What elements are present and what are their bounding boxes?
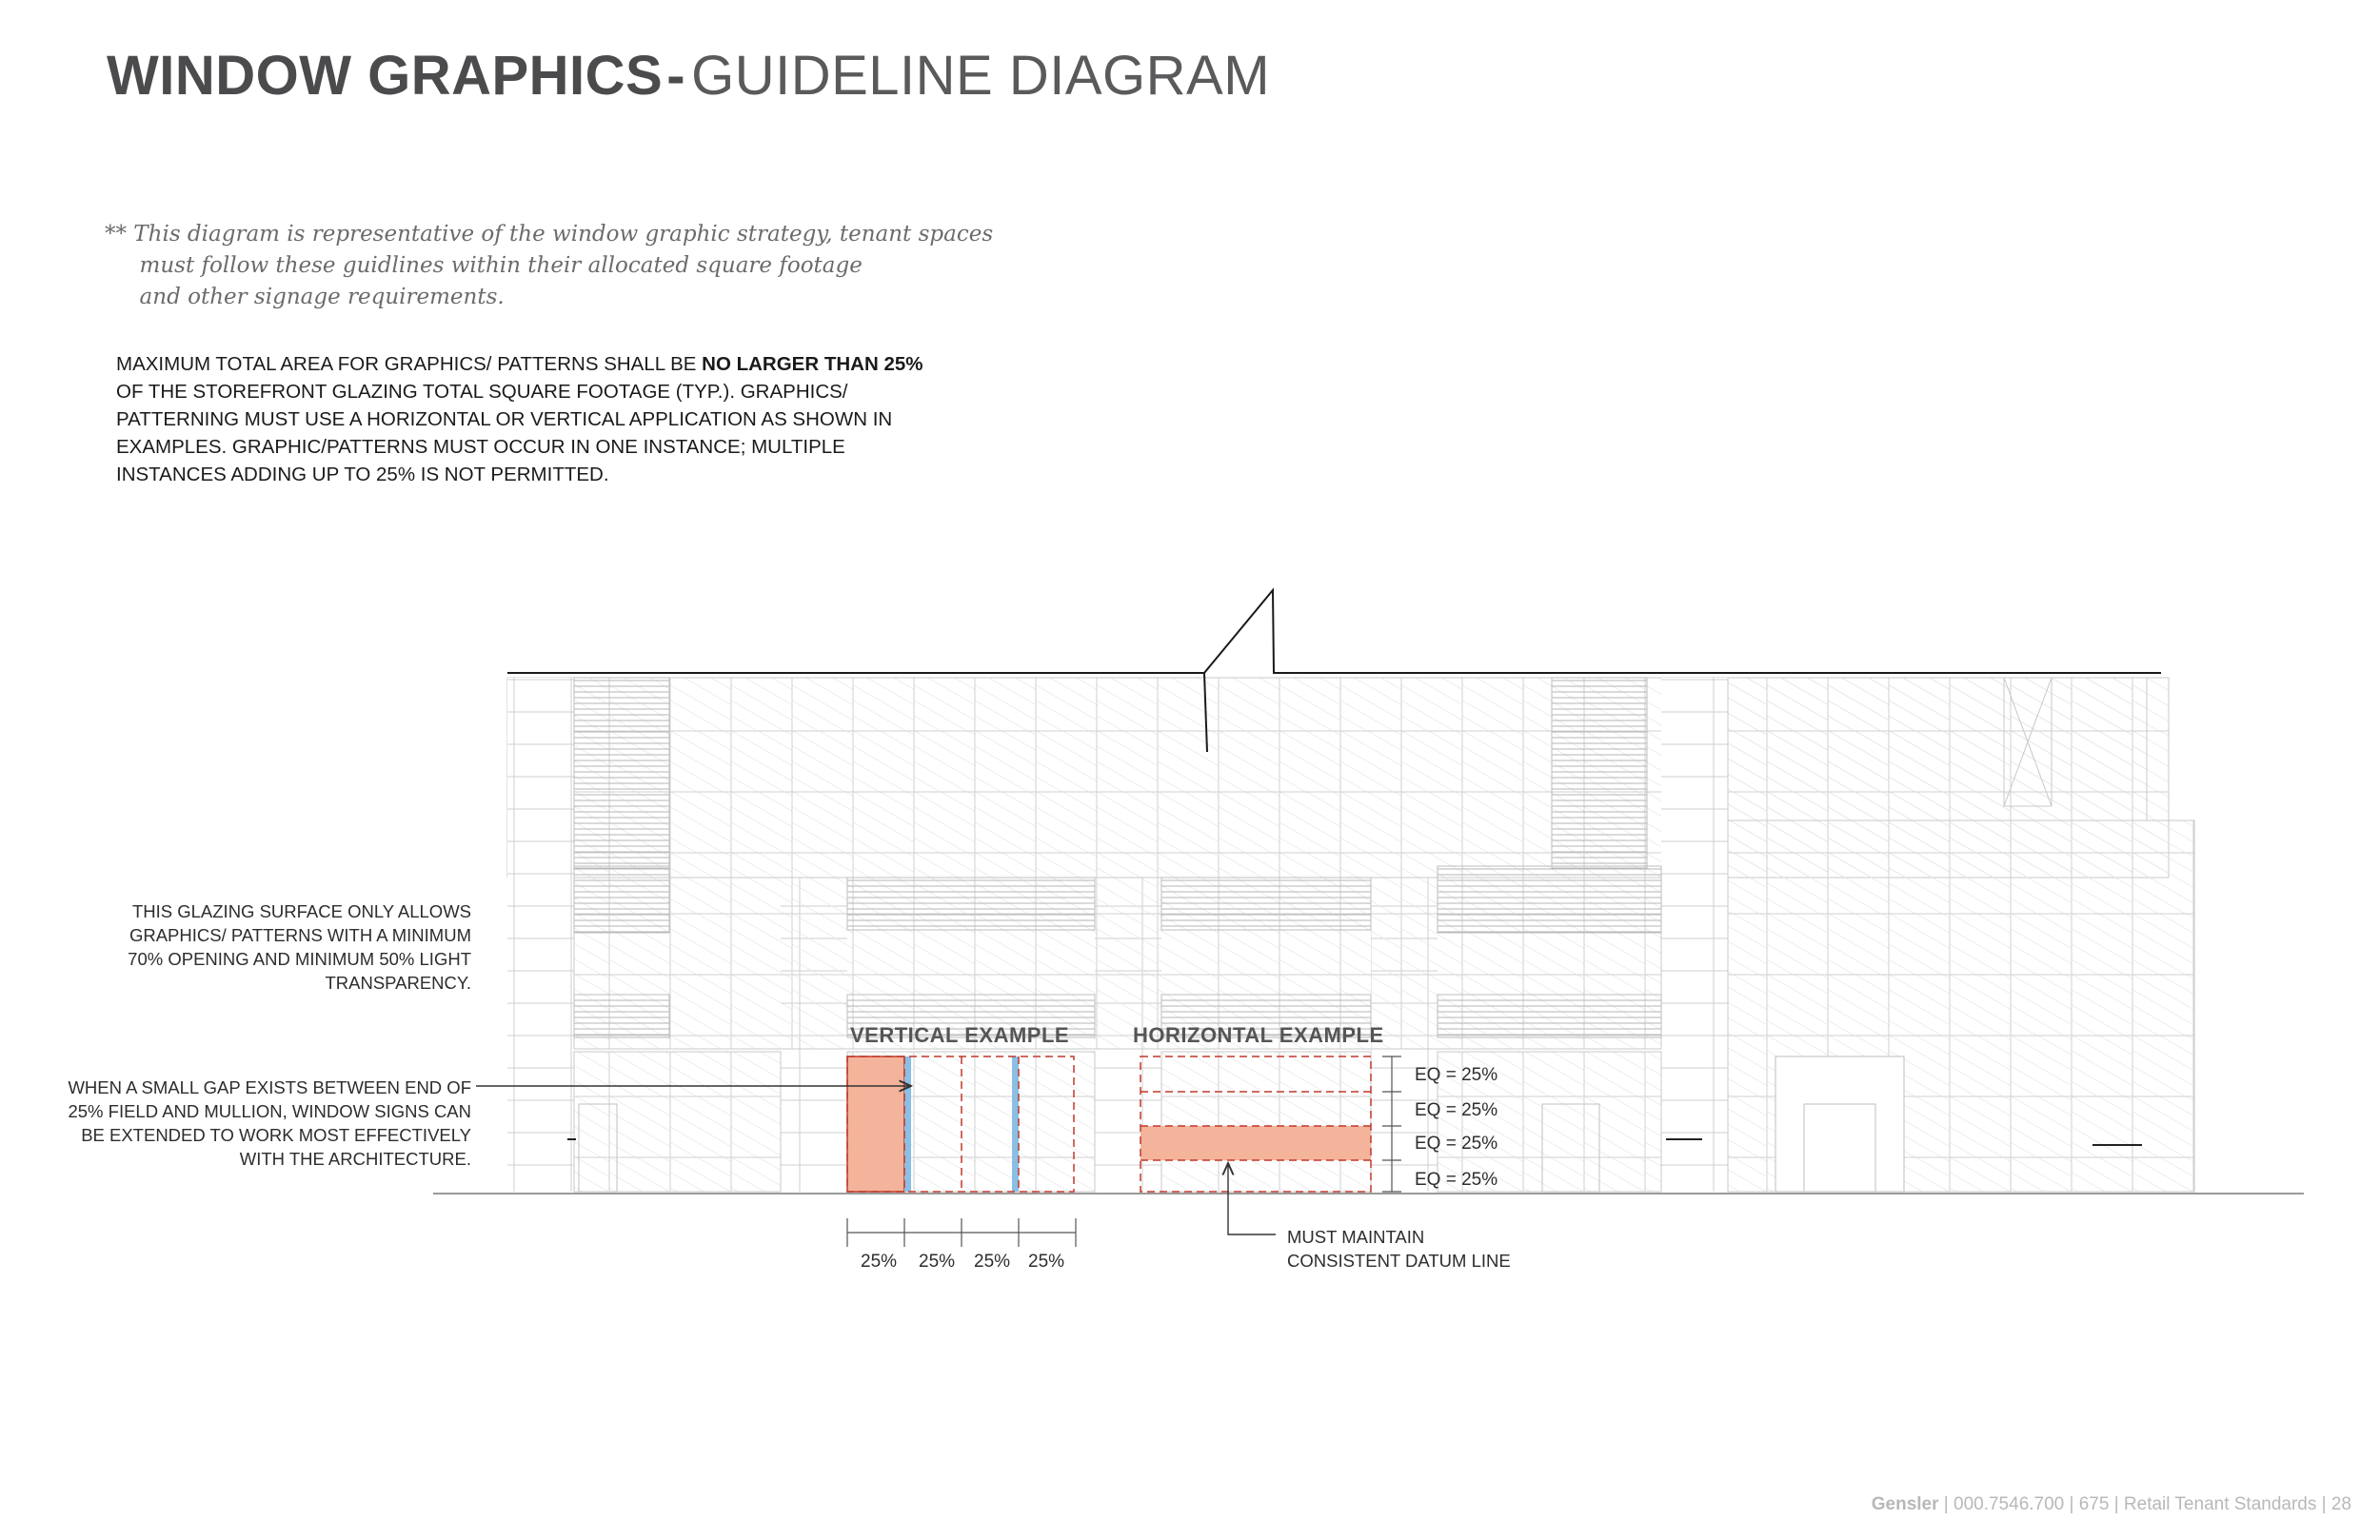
footer-brand: Gensler: [1871, 1494, 1939, 1514]
vertical-division-label: 25%: [974, 1252, 1011, 1272]
rule-suffix: OF THE STOREFRONT GLAZING TOTAL SQUARE FOOTAGE (TYP.). GRAPHICS/ PATTERNING MUST USE A HORIZONTAL OR VERTICAL APPLICATION AS SHOWN IN EXAMPLES. GRAPHIC/PATTERNS MUST OCCUR IN ONE INSTANCE; MULTIPLE INSTANCES ADDING UP TO 25% IS NOT PERMITTED.: [116, 381, 893, 485]
vertical-example-label: VERTICAL EXAMPLE: [850, 1023, 1070, 1047]
roof-break-line: [507, 590, 2161, 673]
stone-pier-left: [507, 678, 574, 1192]
horizontal-graphic-field: [1140, 1126, 1371, 1160]
building-facade: [507, 678, 2194, 1192]
right-building-entrance: [1775, 1056, 1904, 1192]
horizontal-example-label: HORIZONTAL EXAMPLE: [1133, 1023, 1384, 1047]
representative-note: ** This diagram is representative of the window graphic strategy, tenant spaces must follow these guidlines within their allocated square footage and other signage requirements.: [105, 222, 994, 309]
datum-annotation: MUST MAINTAIN CONSISTENT DATUM LINE: [1287, 1227, 1511, 1271]
page-footer: [1872, 1494, 2351, 1515]
louver-lower-right: [1438, 995, 1661, 1037]
mullion-gap-1: [904, 1056, 911, 1192]
title-dash: -: [666, 45, 686, 107]
stone-pier-right: [1661, 678, 1728, 1192]
vertical-graphic-field: [847, 1056, 904, 1192]
title-light: GUIDELINE DIAGRAM: [691, 45, 1271, 107]
horizontal-division-label: EQ = 25%: [1415, 1100, 1498, 1120]
mullion-gap-2: [1012, 1056, 1019, 1192]
louver-mid-1: [847, 878, 1095, 930]
storefront-left: [574, 1052, 781, 1192]
louver-upper-left: [574, 678, 669, 868]
rule-prefix: MAXIMUM TOTAL AREA FOR GRAPHICS/ PATTERNS SHALL BE: [116, 353, 703, 375]
louver-mid-left: [574, 866, 669, 933]
right-building-upper: [1728, 678, 2147, 820]
vertical-division-label: 25%: [1028, 1252, 1065, 1272]
rule-emphasis: NO LARGER THAN 25%: [702, 353, 923, 375]
gap-annotation: WHEN A SMALL GAP EXISTS BETWEEN END OF 25% FIELD AND MULLION, WINDOW SIGNS CAN BE EXTENDED TO WORK MOST EFFECTIVELY WITH THE ARCHITECTURE.: [68, 1077, 471, 1169]
vertical-division-label: 25%: [919, 1252, 956, 1272]
horizontal-division-label: EQ = 25%: [1415, 1134, 1498, 1154]
footer-info: | 000.7546.700 | 675 | Retail Tenant Standards | 28: [1938, 1494, 2351, 1514]
vertical-division-label: 25%: [861, 1252, 898, 1272]
louver-upper-right: [1552, 678, 1647, 868]
louver-lower-left: [574, 995, 669, 1037]
horizontal-division-label: EQ = 25%: [1415, 1065, 1498, 1085]
louver-mid-right: [1438, 866, 1661, 933]
storefront-horizontal: [1161, 1052, 1371, 1192]
glazing-annotation: THIS GLAZING SURFACE ONLY ALLOWS GRAPHICS/ PATTERNS WITH A MINIMUM 70% OPENING AND MINIMUM 50% LIGHT TRANSPARENCY.: [128, 901, 471, 993]
louver-mid-2: [1161, 878, 1371, 930]
horizontal-division-label: EQ = 25%: [1415, 1170, 1498, 1190]
title-bold: WINDOW GRAPHICS: [107, 45, 664, 107]
